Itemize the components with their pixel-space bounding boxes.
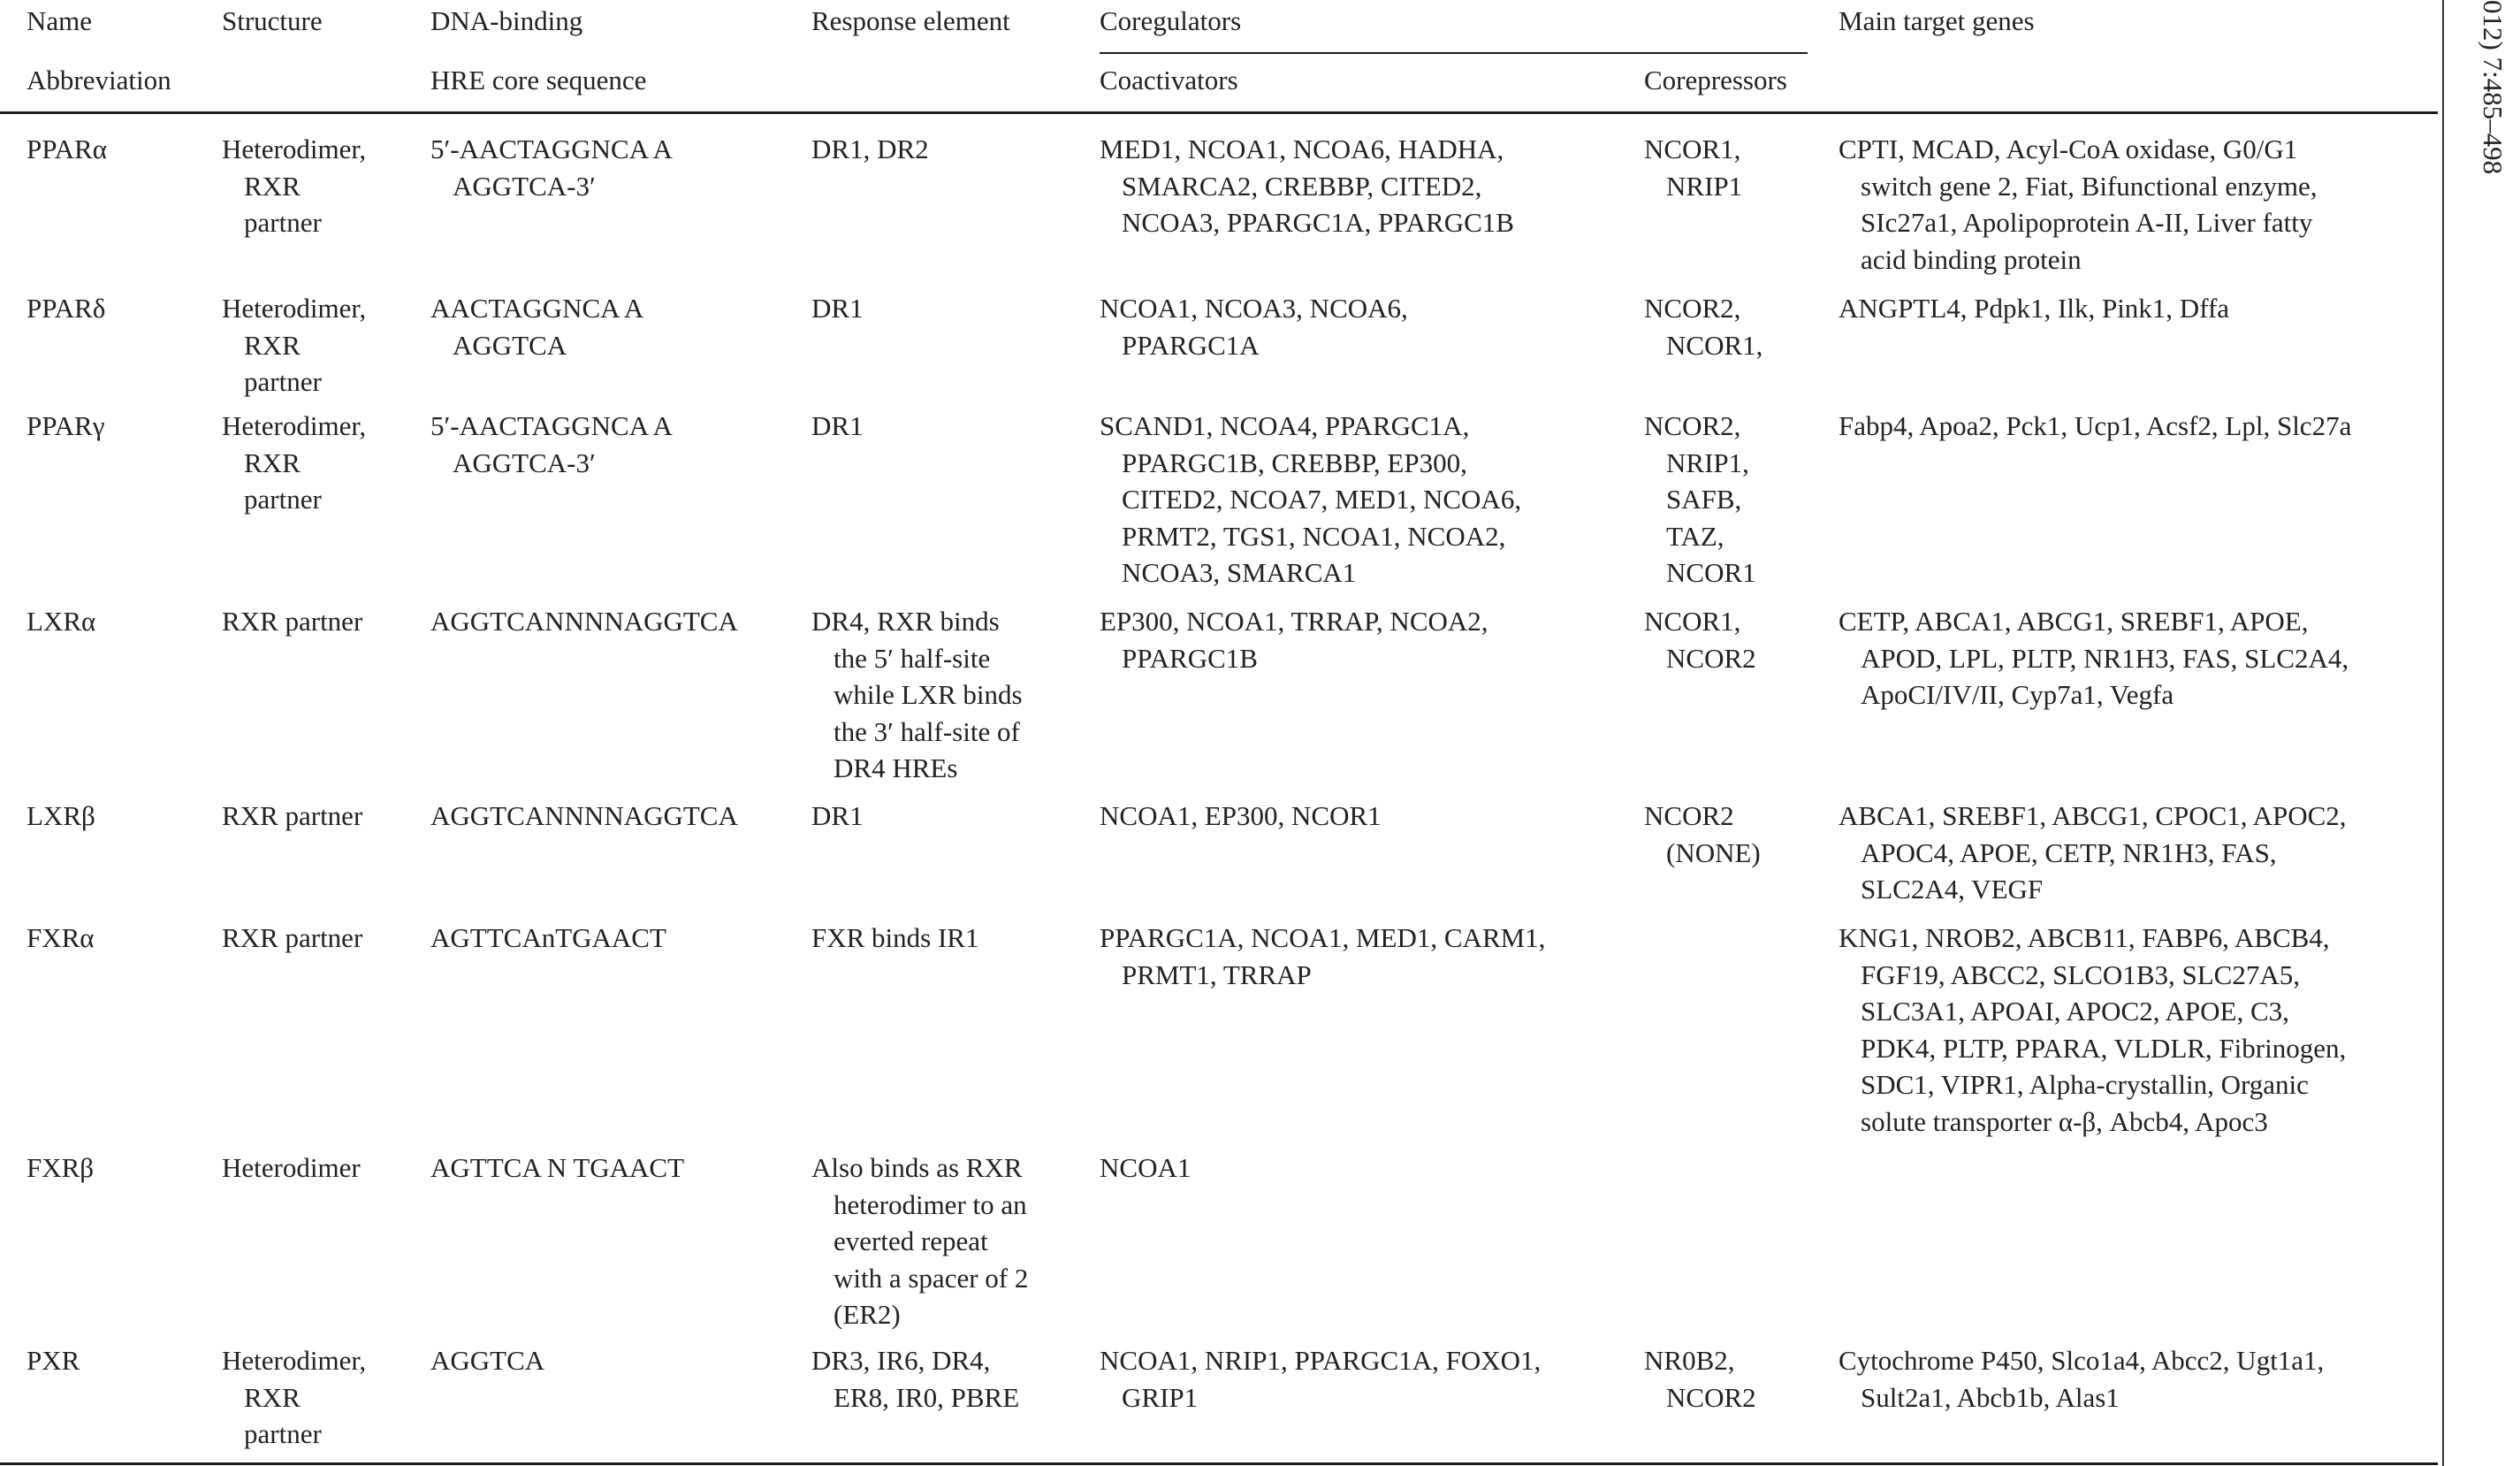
cell-hre-sequence [430,290,643,363]
header-corepressors: Corepressors [1644,65,1787,95]
margin-rule [2442,0,2444,1466]
cell-response-element [811,131,929,168]
cell-line: the 3′ half-site of [834,715,1020,747]
cell-hre-sequence [430,1342,544,1379]
cell-line: DR3, IR6, DR4, [811,1345,991,1376]
cell-line: RXR [244,329,301,361]
cell-line: APOD, LPL, PLTP, NR1H3, FAS, SLC2A4, [1861,642,2349,674]
cell-corepressors [1644,603,1756,676]
cell-response-element [811,290,864,327]
cell-line: TAZ, [1666,520,1724,552]
cell-line: SMARCA2, CREBBP, CITED2, [1122,170,1482,202]
cell-line: heterodimer to an [834,1188,1027,1220]
cell-line: Cytochrome P450, Slco1a4, Abcc2, Ugt1a1, [1839,1345,2325,1376]
cell-line: ER8, IR0, PBRE [834,1381,1020,1413]
cell-line: CPTI, MCAD, Acyl-CoA oxidase, G0/G1 [1839,134,2298,164]
cell-line: RXR partner [222,922,363,953]
cell-name: PXR [27,1345,80,1376]
cell-line: PRMT1, TRRAP [1122,958,1312,990]
header-coregulators: Coregulators [1100,5,1242,36]
cell-hre-sequence [430,798,738,835]
cell-line: SDC1, VIPR1, Alpha-crystallin, Organic [1861,1069,2309,1100]
cell-hre-sequence [430,603,738,640]
cell-line: DR1 [811,410,864,441]
cell-line: NCOR1, [1666,329,1763,361]
cell-response-element [811,408,864,445]
cell-line: CETP, ABCA1, ABCG1, SREBF1, APOE, [1839,606,2309,637]
cell-line: DR4 HREs [834,752,958,783]
cell-line: PRMT2, TGS1, NCOA1, NCOA2, [1122,520,1506,552]
cell-line: 5′-AACTAGGNCA A [430,410,673,441]
cell-line: NCOA1, EP300, NCOR1 [1100,800,1382,831]
cell-line: NR0B2, [1644,1345,1735,1376]
header-main-target-genes: Main target genes [1839,5,2035,36]
cell-line: APOC4, APOE, CETP, NR1H3, FAS, [1861,836,2277,868]
cell-line: SCAND1, NCOA4, PPARGC1A, [1100,410,1470,441]
cell-line: KNG1, NROB2, ABCB11, FABP6, ABCB4, [1839,922,2330,953]
cell-coactivators [1100,131,1514,241]
cell-line: NCOA1, NCOA3, NCOA6, [1100,293,1408,324]
cell-line: NRIP1 [1666,170,1743,202]
cell-line: partner [244,207,322,238]
cell-line: AACTAGGNCA A [430,293,644,324]
cell-line: PPARGC1A, NCOA1, MED1, CARM1, [1100,922,1546,953]
cell-target-genes [1839,408,2351,445]
cell-line: Sult2a1, Abcb1b, Alas1 [1861,1381,2120,1413]
cell-line: AGGTCA [430,1345,545,1376]
table-bottom-rule [0,1462,2438,1465]
cell-line: NCOA3, SMARCA1 [1122,557,1357,588]
cell-line: MED1, NCOA1, NCOA6, HADHA, [1100,134,1504,164]
cell-line: AGGTCA-3′ [453,447,596,478]
cell-coactivators [1100,798,1382,835]
cell-name: PPARα [27,134,107,164]
cell-response-element [811,1149,1028,1333]
cell-line: partner [244,366,322,397]
cell-line: partner [244,1418,322,1449]
cell-coactivators [1100,290,1408,363]
cell-line: AGTTCAnTGAACT [430,922,666,953]
cell-line: NCOA1, NRIP1, PPARGC1A, FOXO1, [1100,1345,1542,1376]
cell-line: NCOA3, PPARGC1A, PPARGC1B [1122,207,1514,238]
cell-line: NCOR2, [1644,410,1741,441]
cell-line: NCOR1, [1644,134,1741,164]
cell-line: FGF19, ABCC2, SLCO1B3, SLC27A5, [1861,958,2300,990]
cell-response-element [811,1342,1019,1416]
cell-corepressors [1644,408,1756,592]
cell-corepressors [1644,290,1762,363]
cell-line: SLC3A1, APOAI, APOC2, APOE, C3, [1861,996,2289,1027]
cell-line: Heterodimer, [222,410,367,441]
cell-structure [222,1149,361,1187]
cell-line: RXR partner [222,800,363,831]
cell-line: EP300, NCOA1, TRRAP, NCOA2, [1100,606,1488,637]
cell-hre-sequence [430,131,673,204]
cell-coactivators [1100,1149,1191,1187]
cell-response-element [811,603,1023,787]
cell-hre-sequence [430,1149,684,1187]
cell-line: GRIP1 [1122,1381,1199,1413]
header-hre-core-sequence: HRE core sequence [430,65,647,95]
cell-line: RXR [244,447,301,478]
header-structure: Structure [222,5,323,36]
cell-structure [222,408,366,518]
cell-line: AGGTCA [453,329,567,361]
cell-line: ApoCI/IV/II, Cyp7a1, Vegfa [1861,679,2174,710]
cell-response-element [811,920,978,957]
cell-name: FXRβ [27,1152,95,1183]
cell-line: AGGTCA-3′ [453,170,596,202]
cell-line: with a spacer of 2 [834,1262,1029,1294]
cell-line: Heterodimer, [222,134,367,164]
cell-line: NCOR1, [1644,606,1741,637]
cell-line: DR1 [811,800,864,831]
cell-line: Fabp4, Apoa2, Pck1, Ucp1, Acsf2, Lpl, Slc27a [1839,410,2352,441]
margin-citation-text: 012) 7:485–498 [2478,0,2509,175]
cell-line: while LXR binds [834,679,1023,710]
cell-coactivators [1100,603,1488,676]
cell-name: FXRα [27,922,95,953]
cell-line: 5′-AACTAGGNCA A [430,134,673,164]
cell-target-genes [1839,290,2229,327]
cell-line: acid binding protein [1861,243,2082,275]
cell-name: PPARδ [27,293,106,324]
cell-structure [222,1342,366,1453]
cell-line: PDK4, PLTP, PPARA, VLDLR, Fibrinogen, [1861,1032,2347,1064]
cell-line: NCOR1 [1666,557,1756,588]
cell-line: everted repeat [834,1225,988,1256]
cell-line: ANGPTL4, Pdpk1, Ilk, Pink1, Dffa [1839,293,2230,324]
cell-line: DR1, DR2 [811,134,929,164]
cell-line: Also binds as RXR [811,1152,1023,1183]
cell-corepressors [1644,131,1742,204]
cell-name: PPARγ [27,410,105,441]
cell-line: ABCA1, SREBF1, ABCG1, CPOC1, APOC2, [1839,800,2347,831]
cell-line: the 5′ half-site [834,642,991,674]
cell-coactivators [1100,408,1521,592]
cell-line: AGGTCANNNNAGGTCA [430,800,738,831]
cell-line: NCOA1 [1100,1152,1191,1183]
cell-structure [222,131,366,241]
cell-line: DR1 [811,293,864,324]
cell-line: SAFB, [1666,484,1742,515]
cell-line: Heterodimer [222,1152,361,1183]
cell-hre-sequence [430,408,673,481]
cell-line: DR4, RXR binds [811,606,1000,637]
cell-line: RXR partner [222,606,363,637]
cell-corepressors [1644,1342,1756,1416]
header-dna-binding: DNA-binding [430,5,583,36]
cell-name: LXRα [27,606,96,637]
cell-target-genes [1839,798,2347,908]
cell-corepressors [1644,798,1761,871]
header-coactivators: Coactivators [1100,65,1238,95]
cell-structure [222,603,362,640]
cell-line: AGGTCANNNNAGGTCA [430,606,738,637]
cell-structure [222,290,366,401]
cell-line: solute transporter α-β, Abcb4, Apoc3 [1861,1105,2268,1137]
cell-target-genes [1839,603,2349,714]
cell-line: Heterodimer, [222,293,367,324]
cell-target-genes [1839,131,2318,278]
cell-coactivators [1100,920,1545,993]
cell-line: SLC2A4, VEGF [1861,874,2044,905]
coregulators-span-rule [1100,52,1808,54]
cell-line: PPARGC1B [1122,642,1258,674]
cell-hre-sequence [430,920,666,957]
cell-response-element [811,798,864,835]
cell-line: PPARGC1B, CREBBP, EP300, [1122,447,1467,478]
cell-line: RXR [244,1381,301,1413]
cell-line: Heterodimer, [222,1345,367,1376]
cell-line: NCOR2 [1644,800,1734,831]
cell-line: partner [244,484,322,515]
cell-line: NRIP1, [1666,447,1749,478]
cell-line: FXR binds IR1 [811,922,979,953]
header-rule [0,111,2438,114]
cell-line: RXR [244,170,301,202]
cell-line: switch gene 2, Fiat, Bifunctional enzyme, [1861,170,2318,202]
header-abbreviation: Abbreviation [27,65,171,95]
cell-line: PPARGC1A [1122,329,1260,361]
cell-structure [222,920,362,957]
cell-line: NCOR2, [1644,293,1741,324]
cell-target-genes [1839,920,2346,1140]
cell-line: CITED2, NCOA7, MED1, NCOA6, [1122,484,1522,515]
cell-line: NCOR2 [1666,1381,1756,1413]
cell-name: LXRβ [27,800,95,831]
cell-target-genes [1839,1342,2324,1416]
cell-coactivators [1100,1342,1541,1416]
cell-line: NCOR2 [1666,642,1756,674]
header-response-element: Response element [811,5,1010,36]
cell-structure [222,798,362,835]
cell-line: AGTTCA N TGAACT [430,1152,685,1183]
cell-line: SIc27a1, Apolipoprotein A-II, Liver fatty [1861,207,2313,238]
cell-line: (NONE) [1666,836,1761,868]
header-name: Name [27,5,93,36]
cell-line: (ER2) [834,1299,901,1330]
